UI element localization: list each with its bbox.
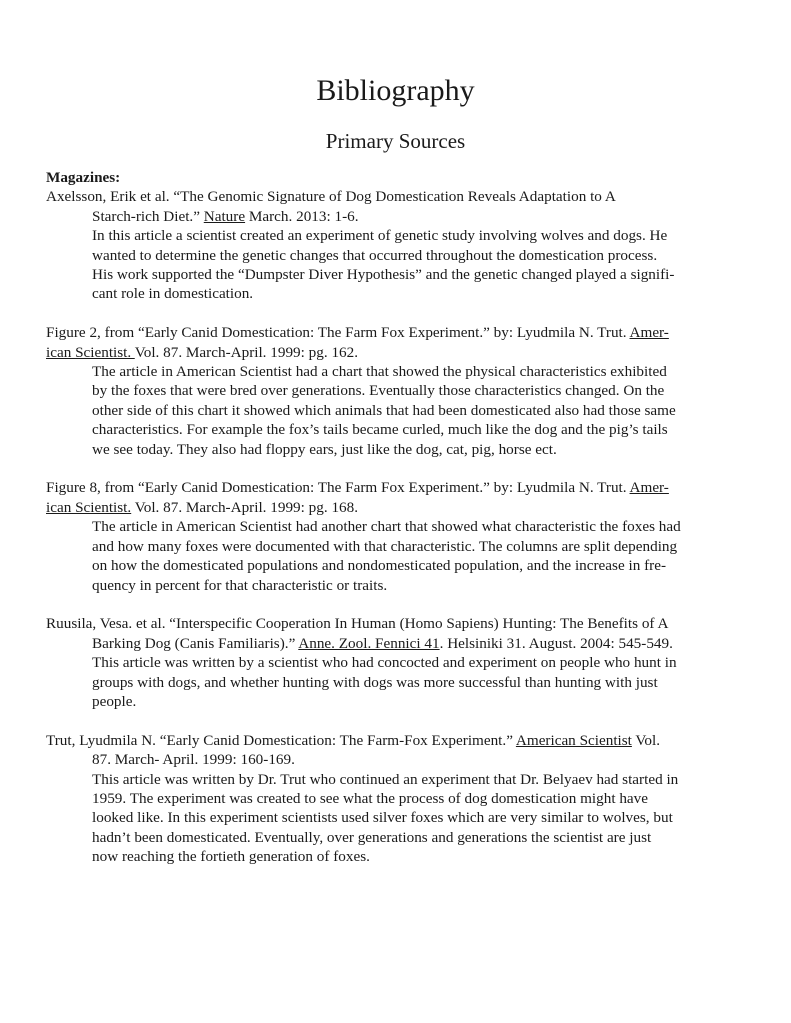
citation-line: ican Scientist. Vol. 87. March-April. 1999: pg. 168. <box>46 498 359 516</box>
bibliography-entry <box>46 478 751 594</box>
page-subtitle: Primary Sources <box>325 129 466 153</box>
page-title: Bibliography <box>316 74 475 107</box>
annotation-line: quency in percent for that characteristic or traits. <box>92 576 388 594</box>
annotation-line: wanted to determine the genetic changes that occurred throughout the domestication process. <box>92 246 658 264</box>
annotation-line: people. <box>92 692 137 710</box>
annotation-line: on how the domesticated populations and nondomesticated population, and the increase in fre- <box>92 557 667 575</box>
journal-title: Anne. Zool. Fennici 41 <box>298 634 440 652</box>
citation-line: Starch-rich Diet.” Nature March. 2013: 1-6. <box>92 207 359 225</box>
annotation-line: In this article a scientist created an experiment of genetic study involving wolves and dogs. He <box>92 227 668 245</box>
annotation-line: His work supported the “Dumpster Diver Hypothesis” and the genetic changed played a signifi- <box>92 266 675 284</box>
annotation-line: cant role in domestication. <box>92 285 254 303</box>
journal-title: American Scientist <box>515 731 632 749</box>
citation-line: Ruusila, Vesa. et al. “Interspecific Cooperation In Human (Homo Sapiens) Hunting: The Benefits of A <box>46 615 669 633</box>
citation-line: ican Scientist. Vol. 87. March-April. 1999: pg. 162. <box>46 343 359 361</box>
citation-line: Axelsson, Erik et al. “The Genomic Signature of Dog Domestication Reveals Adaptation to A <box>46 188 616 206</box>
journal-title: Amer- <box>629 324 669 342</box>
bibliography-content <box>46 168 751 886</box>
bibliography-entry <box>46 323 751 459</box>
journal-title: Nature <box>203 207 246 225</box>
annotation-line: by the foxes that were bred over generations. Eventually those characteristics changed. On the <box>92 382 665 400</box>
citation-line: 87. March- April. 1999: 160-169. <box>92 751 295 769</box>
section-heading: Magazines: <box>46 169 121 186</box>
bibliography-entry <box>46 614 751 711</box>
annotation-line: This article was written by a scientist who had concocted and experiment on people who hunt in <box>92 654 677 672</box>
annotation-line: looked like. In this experiment scientists used silver foxes which are very similar to wolves, but <box>92 809 673 827</box>
annotation-line: now reaching the fortieth generation of foxes. <box>92 848 370 866</box>
citation-line: Barking Dog (Canis Familiaris).” Anne. Zool. Fennici 41. Helsiniki 31. August. 2004: 545-549. <box>92 634 673 652</box>
annotation-line: groups with dogs, and whether hunting with dogs was more successful than hunting with just <box>92 673 658 691</box>
citation-line: Figure 8, from “Early Canid Domestication: The Farm Fox Experiment.” by: Lyudmila N. Trut. Amer- <box>46 479 669 497</box>
journal-title: Amer- <box>629 479 669 497</box>
annotation-line: The article in American Scientist had another chart that showed what characteristic the foxes had <box>92 518 681 536</box>
bibliography-entry <box>46 187 751 303</box>
citation-line: Trut, Lyudmila N. “Early Canid Domestication: The Farm-Fox Experiment.” American Scientist Vol. <box>46 731 661 749</box>
annotation-line: The article in American Scientist had a chart that showed the physical characteristics exhibited <box>92 363 667 381</box>
annotation-line: and how many foxes were documented with that characteristic. The columns are split depending <box>92 537 678 555</box>
annotation-line: 1959. The experiment was created to see what the process of dog domestication might have <box>92 789 649 807</box>
annotation-line: hadn’t been domesticated. Eventually, over generations and generations the scientist are just <box>92 828 652 846</box>
annotation-line: other side of this chart it showed which animals that had been domesticated also had those same <box>92 401 676 419</box>
journal-title: ican Scientist. <box>46 343 135 361</box>
journal-title: ican Scientist. <box>46 498 132 516</box>
annotation-line: This article was written by Dr. Trut who continued an experiment that Dr. Belyaev had started in <box>92 770 679 788</box>
annotation-line: characteristics. For example the fox’s tails became curled, much like the dog and the pig’s tails <box>92 421 668 439</box>
citation-line: Figure 2, from “Early Canid Domestication: The Farm Fox Experiment.” by: Lyudmila N. Trut. Amer- <box>46 324 669 342</box>
annotation-line: we see today. They also had floppy ears, just like the dog, cat, pig, horse ect. <box>92 440 557 458</box>
bibliography-entry <box>46 731 751 867</box>
